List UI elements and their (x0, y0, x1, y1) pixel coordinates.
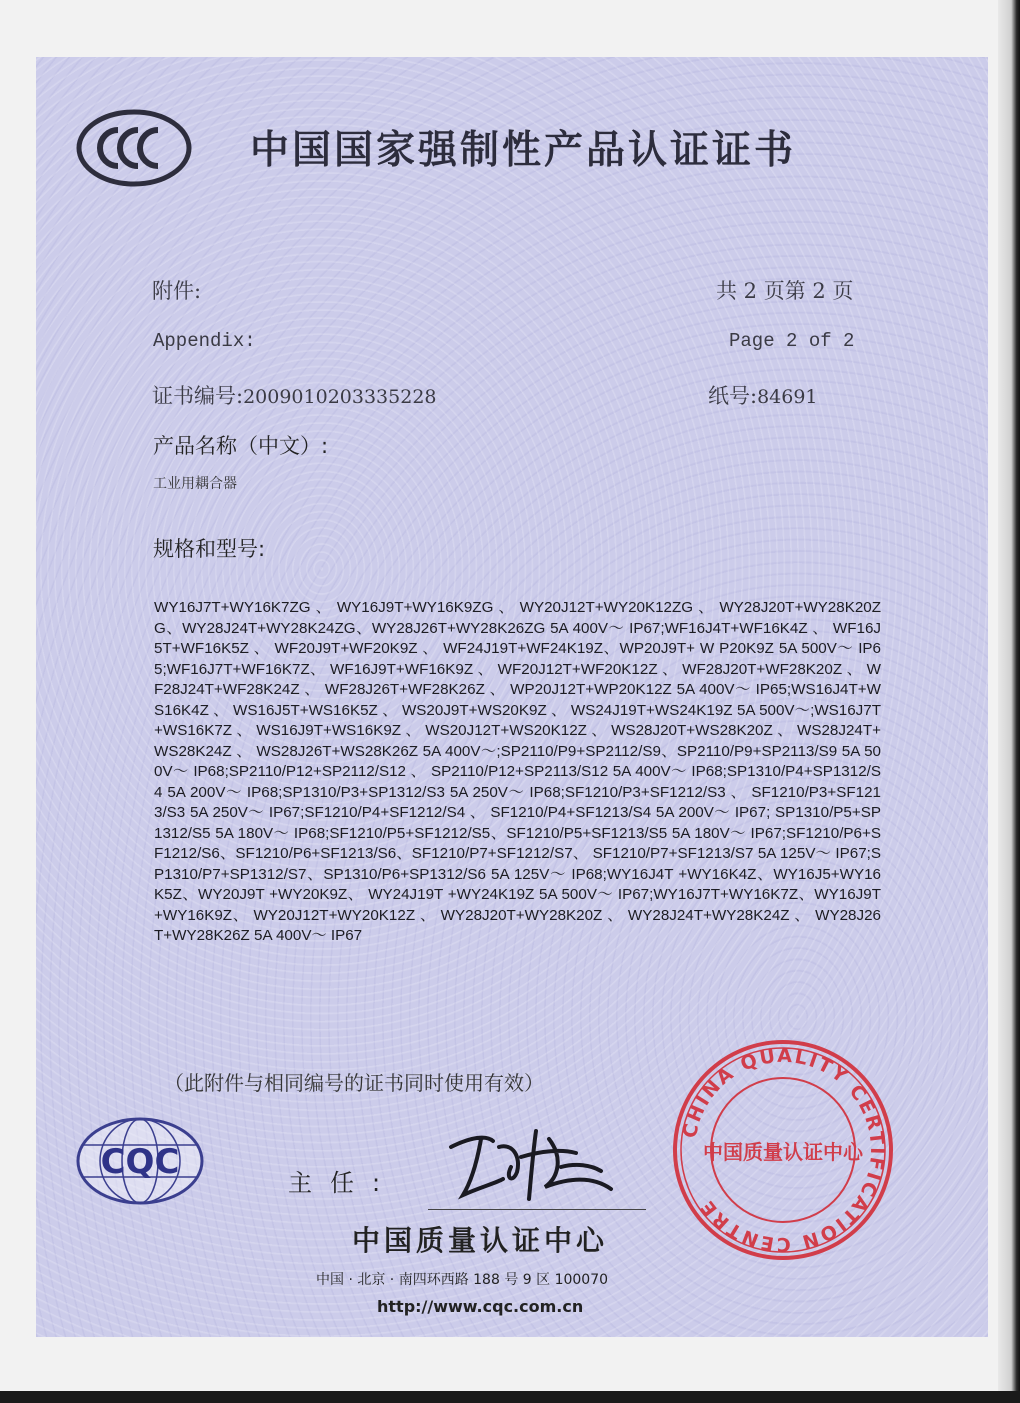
certificate-page (36, 57, 988, 1337)
seal-outer-text: CHINA QUALITY CERTIFICATION CENTRE (678, 1044, 889, 1256)
issuer-name: 中国质量认证中心 (352, 1224, 609, 1257)
director-signature (441, 1117, 621, 1207)
product-name-heading: 产品名称（中文）: (153, 434, 329, 458)
director-label: 主任: (288, 1169, 399, 1197)
cqc-logo (74, 1115, 206, 1207)
certification-seal (670, 1037, 896, 1263)
cert-number-label: 证书编号: (152, 384, 244, 408)
scan-border-right (998, 0, 1020, 1403)
cert-number-row (152, 380, 437, 410)
cert-number: 2009010203335228 (243, 386, 437, 408)
model-list: WY16J7T+WY16K7ZG 、 WY16J9T+WY16K9ZG 、 WY20J12T+WY20K12ZG 、 WY28J20T+WY28K20ZG、WY28J24T+WY28K24ZG、WY28J26T+WY28K26ZG 5A 400V～ IP67;WF16J4T+WF16K4Z 、 WF16J5T+WF16K5Z 、 WF20J9T+WF20K9Z 、 WF24J19T+WF24K19Z、WP20J9T+ W P20K9Z 5A 500V～ IP65;WF16J7T+WF16K7Z、 WF16J9T+WF16K9Z 、 WF20J12T+WF20K12Z 、 WF28J20T+WF28K20Z 、 WF28J24T+WF28K24Z 、 WF28J26T+WF28K26Z 、 WP20J12T+WP20K12Z 5A 400V～ IP65;WS16J4T+WS16K4Z 、 WS16J5T+WS16K5Z 、 WS20J9T+WS20K9Z 、 WS24J19T+WS24K19Z 5A 500V～;WS16J7T+WS16K7Z 、 WS16J9T+WS16K9Z 、 WS20J12T+WS20K12Z 、 WS28J20T+WS28K20Z 、 WS28J24T+WS28K24Z 、 WS28J26T+WS28K26Z 5A 400V～;SP2110/P9+SP2112/S9、SP2110/P9+SP2113/S9 5A 500V～ IP68;SP2110/P12+SP2112/S12 、 SP2110/P12+SP2113/S12 5A 400V～ IP68;SP1310/P4+SP1312/S4 5A 200V～ IP68;SP1310/P3+SP1312/S3 5A 250V～ IP68;SF1210/P3+SF1212/S3 、 SF1210/P3+SF1213/S3 5A 250V～ IP67;SF1210/P4+SF1212/S4 、 SF1210/P4+SF1213/S4 5A 200V～ IP67; SP1310/P5+SP1312/S5 5A 180V～ IP68;SF1210/P5+SF1212/S5、SF1210/P5+SF1213/S5 5A 180V～ IP67;SF1210/P6+SF1212/S6、SF1210/P6+SF1213/S6、SF1210/P7+SF1212/S7、 SF1210/P7+SF1213/S7 5A 125V～ IP67;SP1310/P7+SP1312/S7、SP1310/P6+SP1312/S6 5A 125V～ IP68;WY16J4T +WY16K4Z、WY16J5+WY16K5Z、WY20J9T +WY20K9Z、 WY24J19T +WY24K19Z 5A 500V～ IP67;WY16J7T+WY16K7Z、WY16J9T+WY16K9Z、 WY20J12T+WY20K12Z 、 WY28J20T+WY28K20Z 、 WY28J24T+WY28K24Z 、 WY28J26T+WY28K26Z 5A 400V～ IP67 (154, 599, 881, 944)
paper-number: 84691 (757, 386, 818, 408)
validity-note: （此附件与相同编号的证书同时使用有效） (164, 1071, 544, 1095)
page-count-cn: 共 2 页第 2 页 (716, 279, 854, 303)
appendix-label-en: Appendix: (153, 330, 256, 352)
ccc-logo (74, 108, 194, 188)
seal-inner-text: 中国质量认证中心 (703, 1140, 863, 1164)
signature-line (428, 1209, 646, 1210)
cqc-logo-text: CQC (100, 1142, 180, 1182)
issuer-website: http://www.cqc.com.cn (377, 1297, 584, 1316)
paper-number-row (708, 380, 818, 410)
scan-border-bottom (0, 1391, 1020, 1403)
certificate-title: 中国国家强制性产品认证证书 (250, 128, 797, 173)
spec-heading: 规格和型号: (153, 537, 266, 561)
page-count-en: Page 2 of 2 (729, 330, 855, 352)
appendix-label-cn: 附件: (152, 279, 202, 303)
paper-number-label: 纸号: (708, 384, 758, 408)
product-name: 工业用耦合器 (153, 476, 237, 492)
issuer-address: 中国 · 北京 · 南四环西路 188 号 9 区 100070 (316, 1272, 609, 1288)
